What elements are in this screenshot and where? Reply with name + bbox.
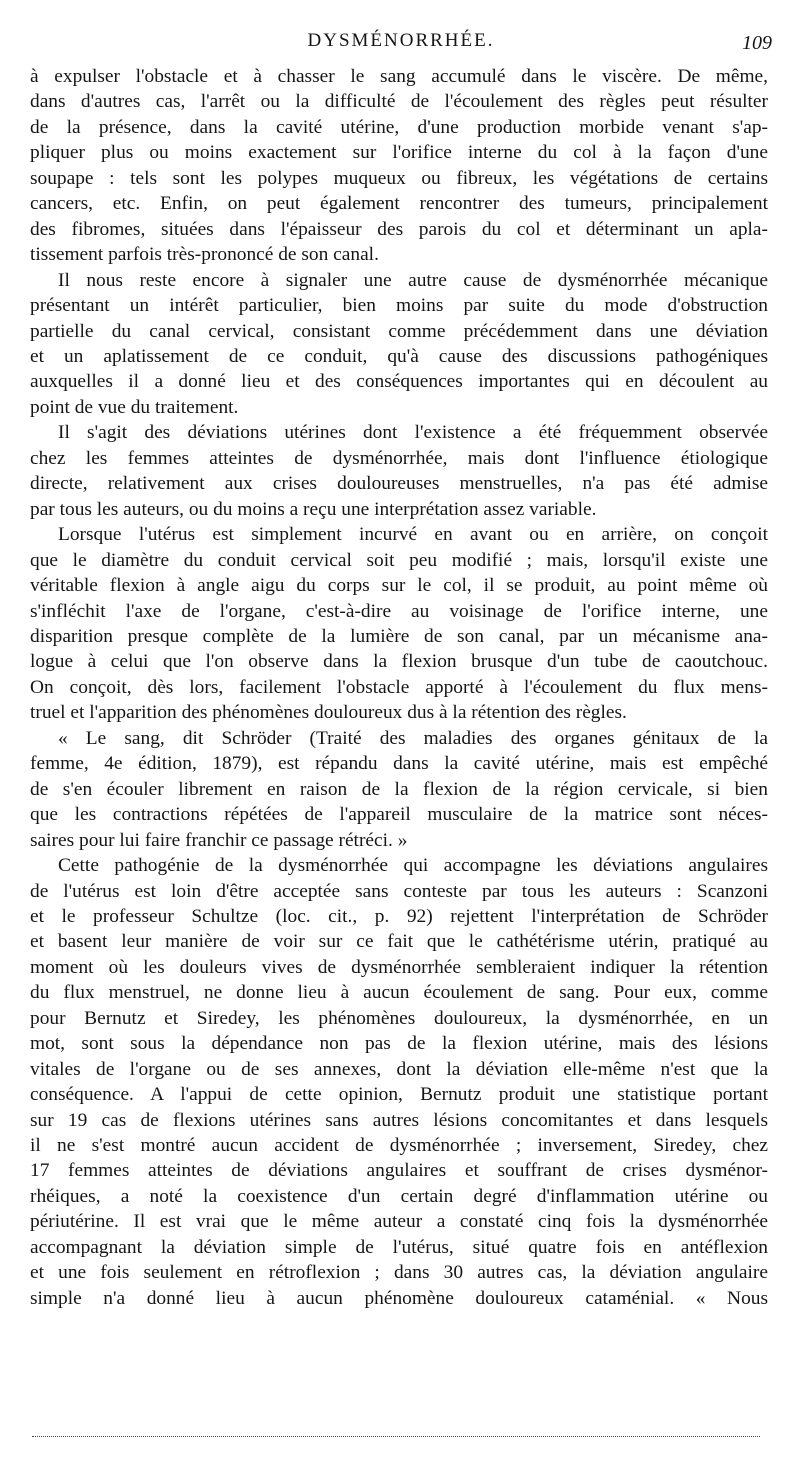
text-line: 17 femmes atteintes de déviations angulaires et souffrant de crises dysménor- (30, 1160, 768, 1182)
text-line: que les contractions répétées de l'appareil musculaire de la matrice sont néces- (30, 804, 768, 826)
text-line: de la présence, dans la cavité utérine, d'une production morbide venant s'ap- (30, 116, 768, 138)
text-line: saires pour lui faire franchir ce passage rétréci. » (30, 829, 408, 851)
text-line: et le professeur Schultze (loc. cit., p. 92) rejettent l'interprétation de Schröder (30, 905, 768, 927)
text-line: dans d'autres cas, l'arrêt ou la difficulté de l'écoulement des règles peut résulter (30, 91, 768, 113)
page-header (30, 30, 772, 64)
text-line: conséquence. A l'appui de cette opinion, Bernutz produit une statistique portant (30, 1084, 768, 1106)
paragraph (30, 268, 768, 421)
text-line: soupape : tels sont les polypes muqueux ou fibreux, les végétations de certains (30, 167, 768, 189)
text-line: tissement parfois très-prononcé de son canal. (30, 244, 379, 266)
text-line: il ne s'est montré aucun accident de dysménorrhée ; inversement, Siredey, chez (30, 1135, 768, 1157)
page-number: 109 (742, 32, 772, 54)
text-line: des fibromes, situées dans l'épaisseur des parois du col et déterminant un apla- (30, 218, 768, 240)
text-line: mot, sont sous la dépendance non pas de la flexion utérine, mais des lésions (30, 1033, 768, 1055)
text-line: disparition presque complète de la lumière de son canal, par un mécanisme ana- (30, 625, 768, 647)
text-line: à expulser l'obstacle et à chasser le sang accumulé dans le viscère. De même, (30, 66, 768, 87)
text-line: rhéiques, a noté la coexistence d'un certain degré d'inflammation utérine ou (30, 1185, 768, 1207)
text-line: directe, relativement aux crises douloureuses menstruelles, n'a pas été admise (30, 473, 768, 495)
footer-dotted-rule (32, 1436, 760, 1437)
text-line: Il nous reste encore à signaler une autre cause de dysménorrhée mécanique (58, 269, 768, 291)
text-line: point de vue du traitement. (30, 396, 239, 418)
text-line: du flux menstruel, ne donne lieu à aucun écoulement de sang. Pour eux, comme (30, 982, 768, 1004)
text-line: par tous les auteurs, ou du moins a reçu une interprétation assez variable. (30, 498, 597, 520)
text-line: truel et l'apparition des phénomènes douloureux dus à la rétention des règles. (30, 702, 627, 724)
paragraph (30, 853, 768, 1311)
text-line: pour Bernutz et Siredey, les phénomènes douloureux, la dysménorrhée, en un (30, 1007, 768, 1029)
text-line: logue à celui que l'on observe dans la flexion brusque d'un tube de caoutchouc. (30, 651, 768, 673)
text-line: moment où les douleurs vives de dysménorrhée sembleraient indiquer la rétention (30, 956, 768, 978)
paragraph (30, 522, 768, 726)
body-text (30, 64, 768, 1311)
text-line: présentant un intérêt particulier, bien moins par suite du mode d'obstruction (30, 295, 768, 317)
text-line: femme, 4e édition, 1879), est répandu dans la cavité utérine, mais est empêché (30, 753, 768, 775)
paragraph (30, 64, 768, 268)
text-line: auxquelles il a donné lieu et des conséquences importantes qui en découlent au (30, 371, 768, 393)
text-line: périutérine. Il est vrai que le même auteur a constaté cinq fois la dysménorrhée (30, 1211, 768, 1233)
text-line: de l'utérus est loin d'être acceptée sans conteste par tous les auteurs : Scanzoni (30, 880, 768, 902)
text-line: s'infléchit l'axe de l'organe, c'est-à-dire au voisinage de l'orifice interne, une (30, 600, 768, 622)
text-line: « Le sang, dit Schröder (Traité des maladies des organes génitaux de la (58, 727, 768, 749)
text-line: et un aplatissement de ce conduit, qu'à cause des discussions pathogéniques (30, 345, 768, 367)
text-line: de s'en écouler librement en raison de la flexion de la région cervicale, si bien (30, 778, 768, 800)
running-title: DYSMÉNORRHÉE. (307, 30, 495, 51)
text-line: et basent leur manière de voir sur ce fait que le cathétérisme utérin, pratiqué au (30, 931, 768, 953)
text-line: que le diamètre du conduit cervical soit peu modifié ; mais, lorsqu'il existe une (30, 549, 768, 571)
text-line: vitales de l'organe ou de ses annexes, dont la déviation elle-même n'est que la (30, 1058, 768, 1080)
text-line: accompagnant la déviation simple de l'utérus, situé quatre fois en antéflexion (30, 1236, 768, 1258)
paragraph (30, 420, 768, 522)
text-line: véritable flexion à angle aigu du corps sur le col, il se produit, au point même où (30, 575, 768, 597)
text-line: pliquer plus ou moins exactement sur l'orifice interne du col à la façon d'une (30, 142, 768, 164)
text-line: Il s'agit des déviations utérines dont l'existence a été fréquemment observée (58, 422, 768, 444)
paragraph (30, 726, 768, 853)
text-line: On conçoit, dès lors, facilement l'obstacle apporté à l'écoulement du flux mens- (30, 676, 768, 698)
text-line: simple n'a donné lieu à aucun phénomène douloureux cataménial. « Nous (30, 1287, 768, 1309)
text-line: chez les femmes atteintes de dysménorrhée, mais dont l'influence étiologique (30, 447, 768, 469)
text-line: Cette pathogénie de la dysménorrhée qui accompagne les déviations angulaires (58, 855, 768, 877)
text-line: Lorsque l'utérus est simplement incurvé en avant ou en arrière, on conçoit (58, 524, 768, 546)
text-line: sur 19 cas de flexions utérines sans autres lésions concomitantes et dans lesquels (30, 1109, 768, 1131)
text-line: partielle du canal cervical, consistant comme précédemment dans une déviation (30, 320, 768, 342)
text-line: cancers, etc. Enfin, on peut également rencontrer des tumeurs, principalement (30, 193, 768, 215)
text-line: et une fois seulement en rétroflexion ; dans 30 autres cas, la déviation angulaire (30, 1262, 768, 1284)
